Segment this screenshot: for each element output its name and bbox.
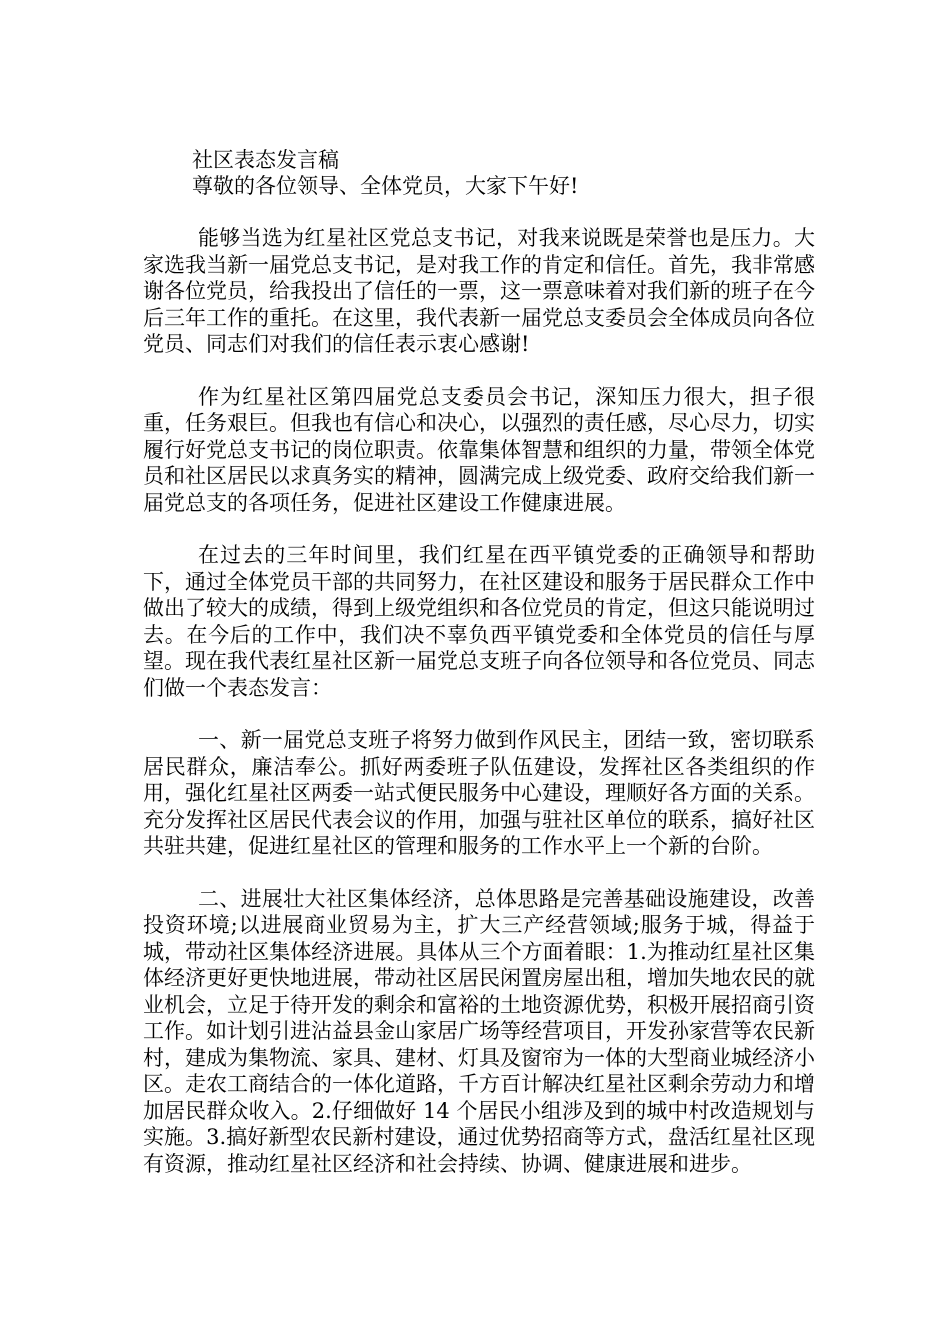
- paragraph-4: 一、新一届党总支班子将努力做到作风民主，团结一致，密切联系居民群众，廉洁奉公。抓好两委班子队伍建设，发挥社区各类组织的作用，强化红星社区两委一站式便民服务中心建设，理顺好各方面的关系。充分发挥社区居民代表会议的作用，加强与驻社区单位的联系，搞好社区共驻共建，促进红星社区的管理和服务的工作水平上一个新的台阶。: [143, 728, 815, 858]
- paragraph-1: 能够当选为红星社区党总支书记，对我来说既是荣誉也是压力。大家选我当新一届党总支书记，是对我工作的肯定和信任。首先，我非常感谢各位党员，给我投出了信任的一票，这一票意味着对我们新的班子在今后三年工作的重托。在这里，我代表新一届党总支委员会全体成员向各位党员、同志们对我们的信任表示衷心感谢!: [143, 226, 815, 356]
- spacer: [143, 516, 815, 542]
- greeting: 尊敬的各位领导、全体党员，大家下午好!: [192, 174, 579, 198]
- paragraph-3: 在过去的三年时间里，我们红星在西平镇党委的正确领导和帮助下，通过全体党员干部的共同努力，在社区建设和服务于居民群众工作中做出了较大的成绩，得到上级党组织和各位党员的肯定，但这只能说明过去。在今后的工作中，我们决不辜负西平镇党委和全体党员的信任与厚望。现在我代表红星社区新一届党总支班子向各位领导和各位党员、同志们做一个表态发言：: [143, 543, 815, 700]
- document-body: [143, 147, 815, 1177]
- paragraph-5: 二、进展壮大社区集体经济，总体思路是完善基础设施建设，改善投资环境;以进展商业贸易为主，扩大三产经营领域;服务于城，得益于城，带动社区集体经济进展。具体从三个方面着眼：1.为推动红星社区集体经济更好更快地进展，带动社区居民闲置房屋出租，增加失地农民的就业机会，立足于待开发的剩余和富裕的土地资源优势，积极开展招商引资工作。如计划引进沾益县金山家居广场等经营项目，开发孙家营等农民新村，建成为集物流、家具、建材、灯具及窗帘为一体的大型商业城经济小区。走农工商结合的一体化道路，千方百计解决红星社区剩余劳动力和增加居民群众收入。2.仔细做好 14 个居民小组涉及到的城中村改造规划与实施。3.搞好新型农民新村建设，通过优势招商等方式，盘活红星社区现有资源，推动红星社区经济和社会持续、协调、健康进展和进步。: [143, 886, 815, 1176]
- spacer: [143, 860, 815, 886]
- spacer: [143, 199, 815, 225]
- paragraph-2: 作为红星社区第四届党总支委员会书记，深知压力很大，担子很重，任务艰巨。但我也有信心和决心，以强烈的责任感，尽心尽力，切实履行好党总支书记的岗位职责。依靠集体智慧和组织的力量，带领全体党员和社区居民以求真务实的精神，圆满完成上级党委、政府交给我们新一届党总支的各项任务，促进社区建设工作健康进展。: [143, 384, 815, 515]
- spacer: [143, 701, 815, 727]
- document-title: 社区表态发言稿: [192, 148, 339, 172]
- spacer: [143, 358, 815, 384]
